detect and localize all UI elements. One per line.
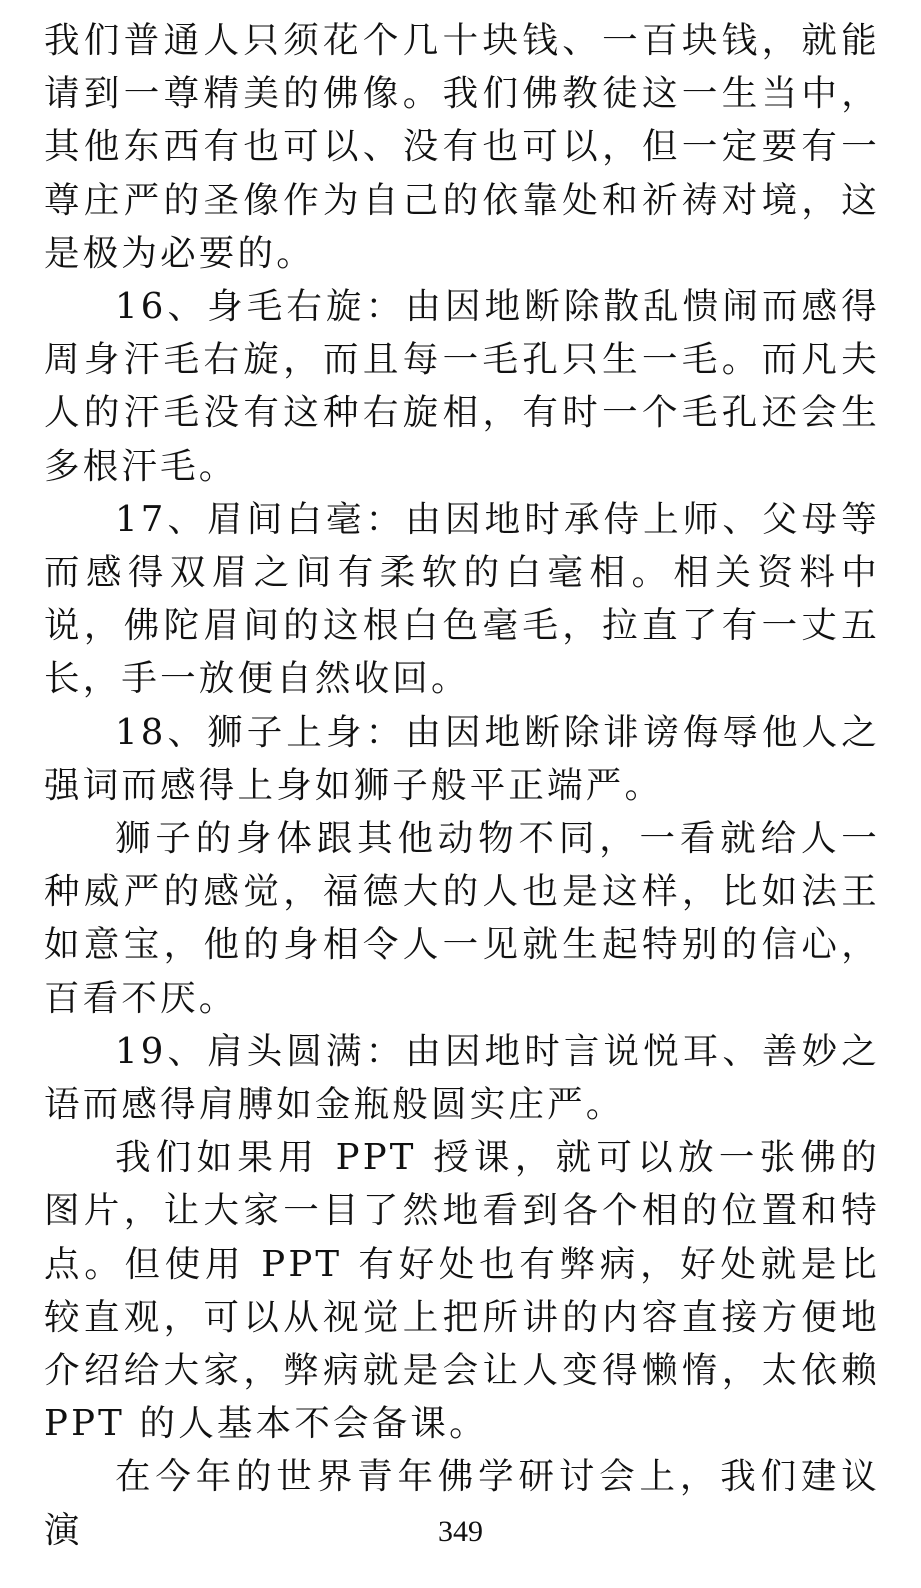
page-number: 349 — [438, 1515, 483, 1548]
paragraph-buddha-statue: 我们普通人只须花个几十块钱、一百块钱，就能请到一尊精美的佛像。我们佛教徒这一生当中，其他东西有也可以、没有也可以，但一定要有一尊庄严的圣像作为自己的依靠处和祈祷对境，这是极为必要的。 — [44, 20, 880, 274]
paragraph-mark-19-shoulders: 19、肩头圆满：由因地时言说悦耳、善妙之语而感得肩膊如金瓶般圆实庄严。 — [44, 1030, 880, 1126]
paragraph-mark-17-urna: 17、眉间白毫：由因地时承侍上师、父母等而感得双眉之间有柔软的白毫相。相关资料中说，佛陀眉间的这根白色毫毛，拉直了有一丈五长，手一放便自然收回。 — [44, 498, 880, 700]
body-text — [44, 14, 880, 1557]
paragraph-ppt-teaching: 我们如果用 PPT 授课，就可以放一张佛的图片，让大家一目了然地看到各个相的位置和特点。但使用 PPT 有好处也有弊病，好处就是比较直观，可以从视觉上把所讲的内容直接方便地介绍给大家，弊病就是会让人变得懒惰，太依赖 PPT 的人基本不会备课。 — [44, 1137, 880, 1445]
paragraph-lion-commentary: 狮子的身体跟其他动物不同，一看就给人一种威严的感觉，福德大的人也是这样，比如法王如意宝，他的身相令人一见就生起特别的信心，百看不厌。 — [44, 818, 880, 1019]
paragraph-mark-16-body-hair: 16、身毛右旋：由因地断除散乱愦闹而感得周身汗毛右旋，而且每一毛孔只生一毛。而凡夫人的汗毛没有这种右旋相，有时一个毛孔还会生多根汗毛。 — [44, 286, 880, 487]
paragraph-mark-18-lion-torso: 18、狮子上身：由因地断除诽谤侮辱他人之强词而感得上身如狮子般平正端严。 — [44, 711, 880, 806]
paragraph-youth-seminar: 在今年的世界青年佛学研讨会上，我们建议演 — [44, 1456, 880, 1551]
